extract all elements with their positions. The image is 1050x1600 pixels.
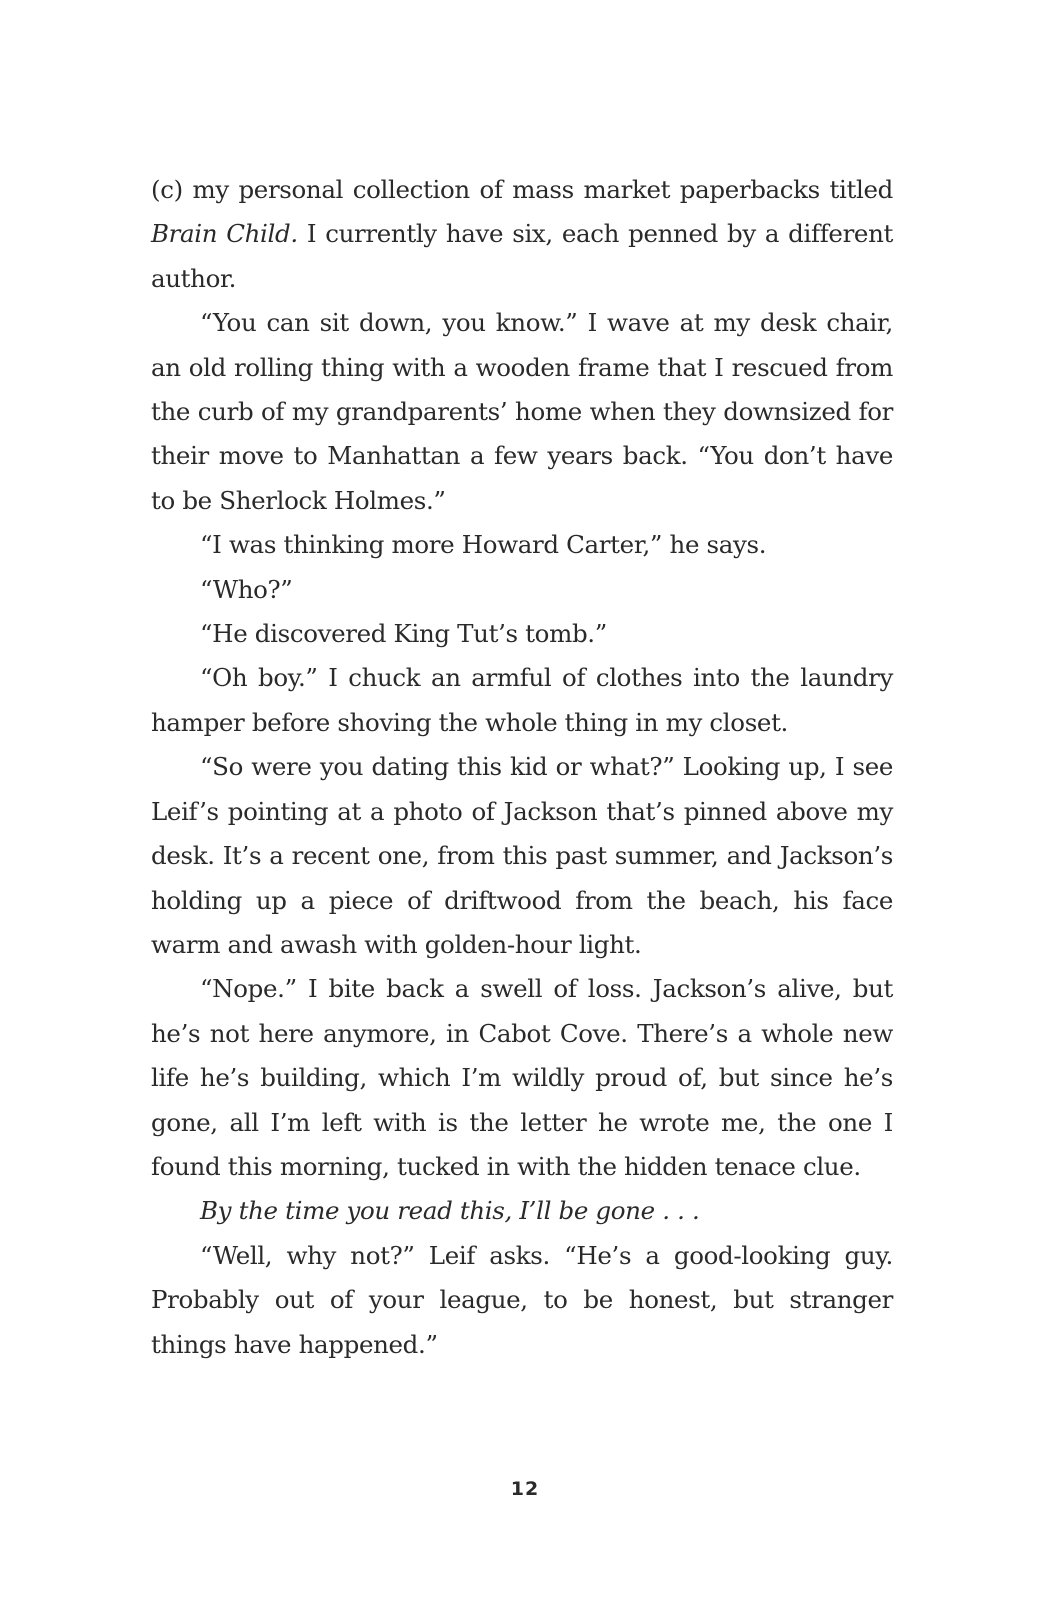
text-run: “You can sit down, you know.” I wave at my desk chair, an old rolling thing with a wooden frame that I rescued from the curb of my grandparents’ home when they downsized for their move to Manhattan a few years back. “You don’t have to be Sherlock Holmes.” <box>151 308 893 515</box>
italic-text-run: By the time you read this, I’ll be gone . . . <box>200 1196 700 1226</box>
text-run: “I was thinking more Howard Carter,” he says. <box>200 530 767 560</box>
paragraph <box>151 612 893 656</box>
paragraph <box>151 656 893 745</box>
text-run: “Who?” <box>200 574 293 604</box>
paragraph <box>151 301 893 523</box>
text-run: “He discovered King Tut’s tomb.” <box>200 619 607 649</box>
page-number: 12 <box>510 1478 540 1500</box>
paragraph-italic-letter-quote <box>151 1189 893 1233</box>
paragraph <box>151 745 893 967</box>
paragraph <box>151 1234 893 1367</box>
text-run: “So were you dating this kid or what?” Looking up, I see Leif’s pointing at a photo of Jackson that’s pinned above my desk. It’s a recent one, from this past summer, and Jackson’s holding up a piece of driftwood from the beach, his face warm and awash with golden-hour light. <box>151 752 893 959</box>
paragraph <box>151 568 893 612</box>
text-run: “Oh boy.” I chuck an armful of clothes into the laundry hamper before shoving the whole thing in my closet. <box>151 663 893 737</box>
text-run: “Nope.” I bite back a swell of loss. Jackson’s alive, but he’s not here anymore, in Cabot Cove. There’s a whole new life he’s building, which I’m wildly proud of, but since he’s gone, all I’m left with is the letter he wrote me, the one I found this morning, tucked in with the hidden tenace clue. <box>151 974 893 1181</box>
text-run: (c) my personal collection of mass market paperbacks titled <box>151 175 893 204</box>
body-text <box>151 168 893 1367</box>
paragraph <box>151 967 893 1189</box>
text-run: “Well, why not?” Leif asks. “He’s a good-looking guy. Probably out of your league, to be honest, but stranger things have happened.” <box>151 1240 893 1359</box>
paragraph-continuation <box>151 168 893 301</box>
paragraph <box>151 523 893 567</box>
italic-title-run: Brain Child. <box>151 219 298 249</box>
text-run: I currently have six, each penned by a different author. <box>151 219 894 293</box>
